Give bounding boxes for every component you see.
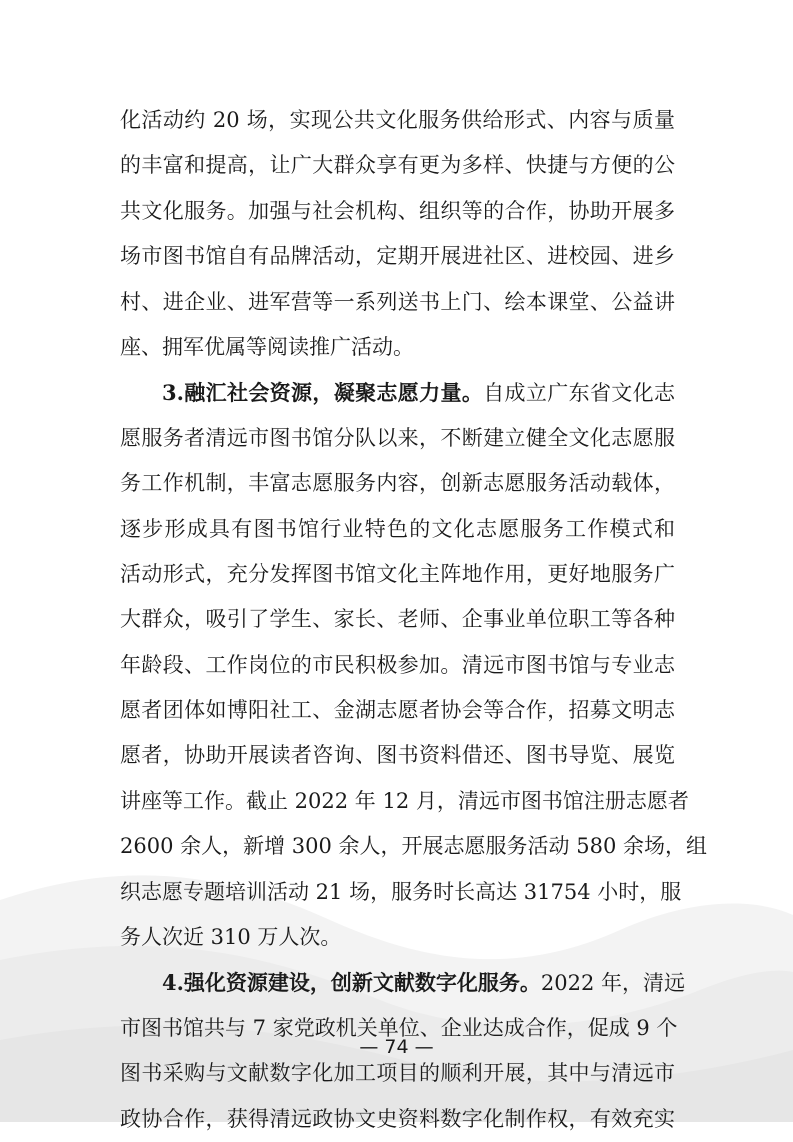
text-line (120, 643, 675, 688)
text-line (120, 960, 686, 1005)
line-text: 化活动约 20 场，实现公共文化服务供给形式、内容与质量 (120, 108, 675, 132)
line-text: 大群众，吸引了学生、家长、老师、企事业单位职工等各种 (120, 607, 675, 632)
line-text: 共文化服务。加强与社会机构、组织等的合作，协助开展多 (120, 198, 675, 223)
line-text: 村、进企业、进军营等一系列送书上门、绘本课堂、公益讲 (120, 289, 675, 314)
text-line (120, 325, 675, 370)
line-text: 逐步形成具有图书馆行业特色的文化志愿服务工作模式和 (120, 516, 675, 541)
line-text: 政协合作，获得清远政协文史资料数字化制作权，有效充实 (120, 1106, 675, 1131)
text-line (120, 280, 675, 325)
line-text: 务工作机制，丰富志愿服务内容，创新志愿服务活动载体， (120, 471, 675, 496)
text-line (120, 1051, 675, 1096)
text-line (120, 779, 689, 824)
line-text: 活动形式，充分发挥图书馆文化主阵地作用，更好地服务广 (120, 561, 675, 586)
page-number: — 74 — (359, 1036, 434, 1058)
text-line (120, 688, 675, 733)
text-line (120, 234, 675, 279)
text-line (120, 915, 675, 960)
line-text: 2022 年，清远 (540, 971, 686, 996)
line-text: 的丰富和提高，让广大群众享有更为多样、快捷与方便的公 (120, 153, 675, 178)
text-line (120, 824, 707, 869)
line-text: 座、拥军优属等阅读推广活动。 (120, 334, 414, 359)
line-text: 自成立广东省文化志 (483, 381, 676, 406)
paragraph (120, 98, 675, 370)
document-body (120, 98, 707, 1142)
text-line (120, 416, 675, 461)
line-text: 讲座等工作。截止 2022 年 12 月，清远市图书馆注册志愿者 (120, 788, 689, 813)
text-line (120, 461, 675, 506)
text-line (120, 189, 675, 234)
line-text: 务人次近 310 万人次。 (120, 925, 342, 950)
line-text: 愿者团体如博阳社工、金湖志愿者协会等合作，招募文明志 (120, 698, 675, 723)
line-text: 2600 余人，新增 300 余人，开展志愿服务活动 580 余场，组 (120, 834, 707, 859)
text-line (120, 507, 675, 552)
paragraph (120, 370, 707, 960)
line-text: 织志愿专题培训活动 21 场，服务时长高达 31754 小时，服 (120, 879, 682, 904)
line-text: 愿者，协助开展读者咨询、图书资料借还、图书导览、展览 (120, 743, 675, 768)
text-line (120, 143, 675, 188)
section-heading: 3.融汇社会资源，凝聚志愿力量。 (162, 380, 484, 406)
text-line (120, 552, 675, 597)
text-line (120, 1097, 675, 1142)
line-text: 愿服务者清远市图书馆分队以来，不断建立健全文化志愿服 (120, 425, 675, 450)
line-text: 年龄段、工作岗位的市民积极参加。清远市图书馆与专业志 (120, 652, 675, 677)
text-line (120, 733, 675, 778)
line-text: 场市图书馆自有品牌活动，定期开展进社区、进校园、进乡 (120, 244, 675, 269)
line-text: 市图书馆共与 7 家党政机关单位、企业达成合作，促成 9 个 (120, 1015, 678, 1040)
text-line (120, 370, 675, 415)
text-line (120, 870, 682, 915)
section-heading: 4.强化资源建设，创新文献数字化服务。 (162, 970, 541, 996)
text-line (120, 98, 675, 143)
text-line (120, 597, 675, 642)
line-text: 图书采购与文献数字化加工项目的顺利开展，其中与清远市 (120, 1061, 675, 1086)
